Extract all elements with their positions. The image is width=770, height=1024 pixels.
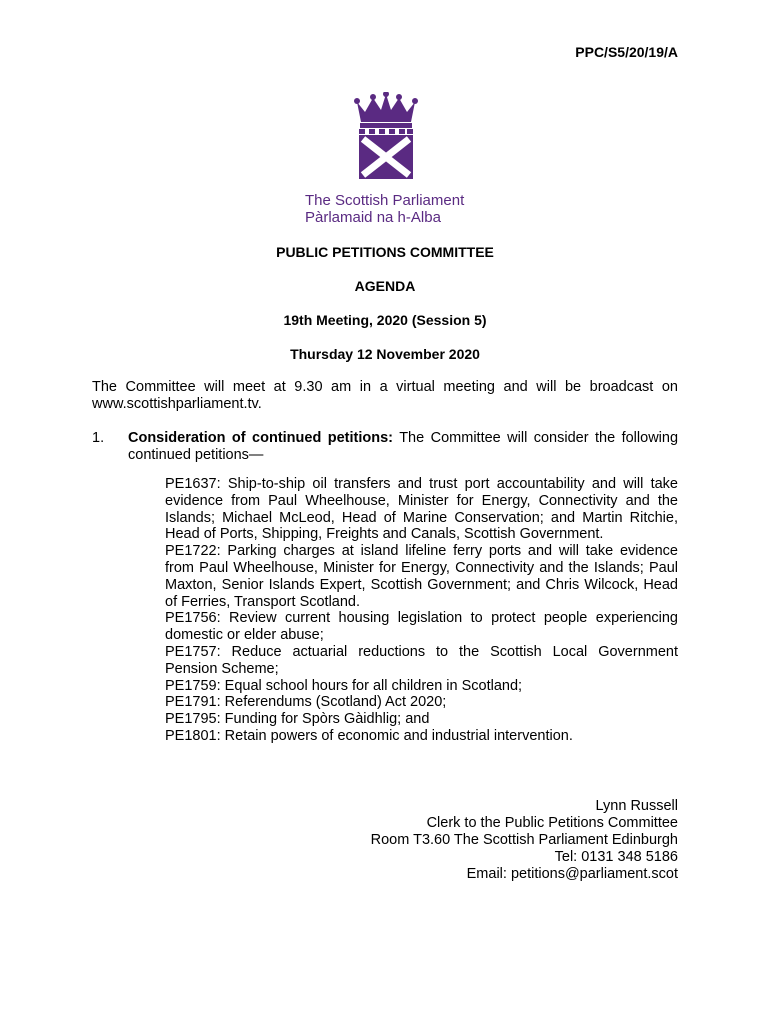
agenda-item-body bbox=[128, 430, 678, 464]
petition-item: PE1791: Referendums (Scotland) Act 2020; bbox=[165, 694, 447, 711]
parliament-logo bbox=[305, 92, 469, 226]
meeting-title: 19th Meeting, 2020 (Session 5) bbox=[283, 312, 487, 328]
document-reference: PPC/S5/20/19/A bbox=[575, 44, 678, 60]
petition-list bbox=[165, 476, 678, 745]
petition-item: PE1637: Ship-to-ship oil transfers and trust port accountability and will take evidence from Paul Wheelhouse, Minister for Energy, Connectivity and the Islands; Michael McLeod, Head of Marine Conservation; and Martin Ritchie, Head of Ports, Shipping, Freights and Canals, Scottish Government. bbox=[165, 476, 678, 543]
crown-saltire-icon bbox=[353, 92, 419, 182]
logo-text-english: The Scottish Parliament bbox=[305, 192, 465, 209]
clerk-telephone: Tel: 0131 348 5186 bbox=[554, 849, 678, 865]
agenda-title: AGENDA bbox=[354, 278, 416, 294]
clerk-name: Lynn Russell bbox=[595, 798, 678, 814]
agenda-item-text: The Committee will consider the following continued petitions— bbox=[128, 430, 679, 463]
agenda-item-heading: Consideration of continued petitions: bbox=[128, 430, 394, 446]
petition-item: PE1756: Review current housing legislation to protect people experiencing domestic or elder abuse; bbox=[165, 610, 678, 644]
intro-paragraph: The Committee will meet at 9.30 am in a virtual meeting and will be broadcast on www.scottishparliament.tv. bbox=[92, 379, 678, 412]
petition-item: PE1759: Equal school hours for all children in Scotland; bbox=[165, 677, 523, 694]
petition-item: PE1722: Parking charges at island lifeline ferry ports and will take evidence from Paul Wheelhouse, Minister for Energy, Connectivity and the Islands; Paul Maxton, Senior Islands Expert, Scottish Government; and Chris Wilcock, Head of Ferries, Transport Scotland. bbox=[165, 543, 678, 610]
petition-item: PE1757: Reduce actuarial reductions to the Scottish Local Government Pension Scheme; bbox=[165, 643, 678, 677]
logo-text-gaelic: Pàrlamaid na h-Alba bbox=[305, 209, 441, 226]
clerk-title: Clerk to the Public Petitions Committee bbox=[426, 815, 678, 831]
signature-block bbox=[371, 798, 678, 883]
agenda-item-number: 1. bbox=[92, 430, 105, 446]
clerk-email: Email: petitions@parliament.scot bbox=[466, 866, 678, 882]
committee-title: PUBLIC PETITIONS COMMITTEE bbox=[276, 244, 494, 260]
petition-item: PE1795: Funding for Spòrs Gàidhlig; and bbox=[165, 711, 430, 728]
meeting-date: Thursday 12 November 2020 bbox=[290, 346, 480, 362]
clerk-room: Room T3.60 The Scottish Parliament Edinburgh bbox=[370, 832, 678, 848]
petition-item: PE1801: Retain powers of economic and industrial intervention. bbox=[165, 727, 573, 744]
